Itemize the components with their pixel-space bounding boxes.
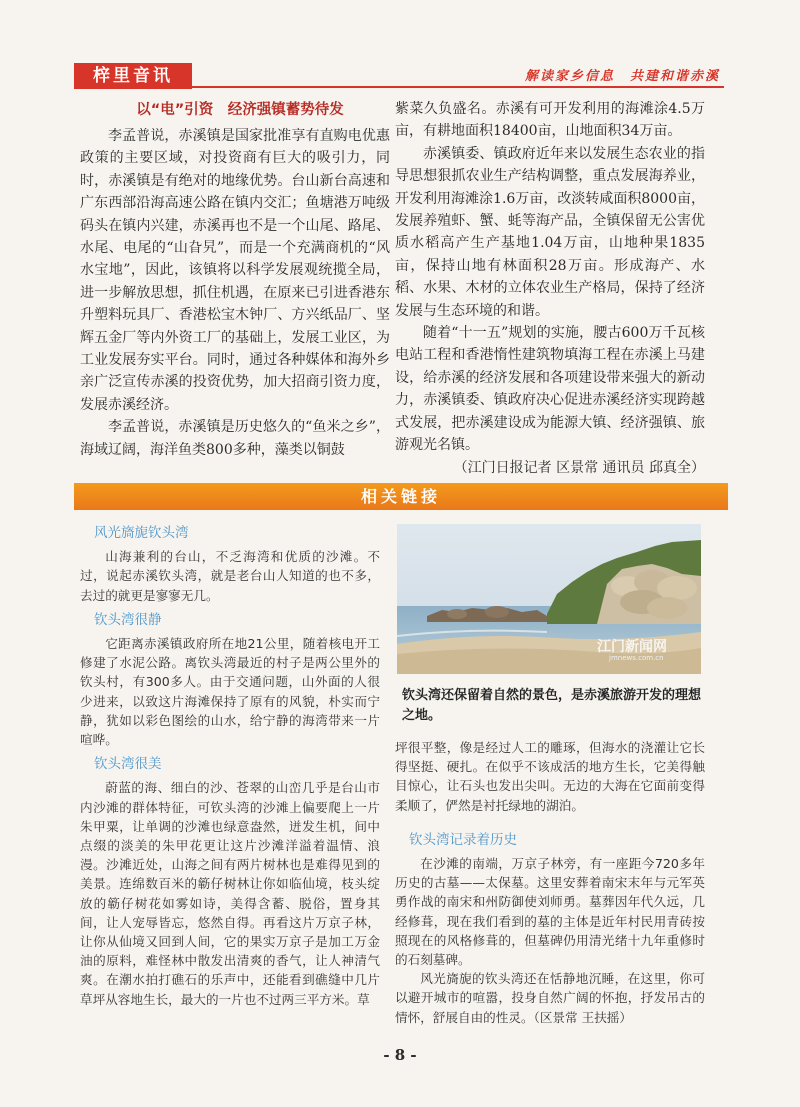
article-right-column bbox=[395, 98, 705, 479]
page-number: - 8 - bbox=[383, 1046, 417, 1064]
subheading: 钦头湾很静 bbox=[94, 611, 162, 628]
related-paragraph: 它距离赤溪镇政府所在地21公里，随着核电开工修建了水泥公路。离钦头湾最近的村子是两公里外的钦头村，有300多人。由于交通问题，山外面的人很少进来，以致这片海滩保持了原有的风貌，朴实而宁静，犹如以彩色图绘的山水，给宁静的海湾带来一片喧哗。 bbox=[80, 636, 380, 748]
subheading: 钦头湾记录着历史 bbox=[409, 831, 517, 848]
header-rule bbox=[192, 86, 724, 88]
photo-watermark: 江门新闻网 bbox=[597, 639, 667, 655]
related-paragraph-continued: 坪很平整，像是经过人工的雕琢，但海水的浇灌让它长得坚挺、硬扎。在似乎不该成活的地方生长，它美得触目惊心，让石头也发出尖叫。无边的大海在它面前变得柔顺了，俨然是衬托绿地的湖泊。 bbox=[395, 740, 705, 813]
article-title: 以“电”引资 经济强镇蓄势待发 bbox=[136, 102, 344, 118]
beach-photo bbox=[397, 524, 701, 674]
related-right-column bbox=[395, 738, 705, 1027]
related-links-banner: 相关链接 bbox=[74, 483, 728, 510]
header-slogan: 解读家乡信息 共建和谐赤溪 bbox=[524, 69, 720, 84]
article-paragraph: 李孟普说，赤溪镇是历史悠久的“鱼米之乡”，海域辽阔，海洋鱼类800多种，藻类以铜鼓 bbox=[80, 419, 390, 458]
article-byline: （江门日报记者 区景常 通讯员 邱真全） bbox=[453, 459, 705, 476]
related-paragraph: 在沙滩的南端，万京子林旁，有一座距今720多年历史的古墓——太保墓。这里安葬着南宋末年与元军英勇作战的南宋和州防御使刘师勇。墓葬因年代久远，几经修葺，现在我们看到的墓的主体是近年村民用青砖按照现在的风格修葺的，但墓碑仍用清光绪十九年重修时的石刻墓碑。 bbox=[395, 856, 705, 968]
article-paragraph-continued: 紫菜久负盛名。赤溪有可开发利用的海滩涂4.5万亩，有耕地面积18400亩，山地面积34万亩。 bbox=[395, 101, 705, 140]
related-paragraph: 风光旖旎的钦头湾还在恬静地沉睡，在这里，你可以避开城市的喧嚣，投身自然广阔的怀抱，抒发吊古的情怀，舒展自由的性灵。（区景常 王扶摇） bbox=[395, 971, 705, 1025]
article-paragraph: 赤溪镇委、镇政府近年来以发展生态农业的指导思想狠抓农业生产结构调整，重点发展海养业，开发利用海滩涂1.6万亩，改淡转咸面积8000亩，发展养殖虾、蟹、蚝等海产品，全镇保留无公害优质水稻高产生产基地1.04万亩，山地种果1835亩，保持山地有林面积28万亩。形成海产、水稻、水果、木材的立体农业生产格局，保持了经济发展与生态环境的和谐。 bbox=[395, 145, 705, 319]
subheading: 风光旖旎钦头湾 bbox=[94, 525, 189, 541]
photo-caption: 钦头湾还保留着自然的景色，是赤溪旅游开发的理想之地。 bbox=[402, 688, 702, 723]
subheading: 钦头湾很美 bbox=[94, 756, 162, 773]
article-left-column bbox=[80, 125, 390, 461]
related-paragraph: 蔚蓝的海、细白的沙、苍翠的山峦几乎是台山市内沙滩的群体特征，可钦头湾的沙滩上偏要爬上一片朱甲粟，让单调的沙滩也绿意盎然，迸发生机，间中点缀的淡美的朱甲花更让这片沙滩洋溢着温情、浪漫。沙滩近处，山海之间有两片树林也是难得见到的美景。连绵数百米的簕仔树林让你如临仙境，枝头绽放的簕仔树花如雾如诗，美得含蓄、脱俗，置身其间，让人宠辱皆忘，悠然自得。再看这片万京子林，让你从仙境又回到人间，它的果实万京子是加工万金油的原料，难怪林中散发出清爽的香气，让人神清气爽。在潮水拍打礁石的乐声中，还能看到礁缝中几片草坪从容地生长，最大的一片也不过两三平方米。草 bbox=[80, 780, 380, 1007]
column-tag: 梓里音讯 bbox=[74, 63, 192, 89]
article-paragraph: 随着“十一五”规划的实施，腰古600万千瓦核电站工程和香港惰性建筑物填海工程在赤溪上马建设，给赤溪的经济发展和各项建设带来强大的新动力，赤溪镇委、镇政府决心促进赤溪经济实现跨越式发展，把赤溪建设成为能源大镇、经济强镇、旅游观光名镇。 bbox=[395, 325, 705, 454]
photo-watermark-url: jmnews.com.cn bbox=[609, 654, 664, 662]
related-left-column bbox=[80, 518, 380, 1009]
page-header bbox=[74, 63, 724, 89]
related-paragraph: 山海兼利的台山，不乏海湾和优质的沙滩。不过，说起赤溪钦头湾，就是老台山人知道的也不多，去过的就更是寥寥无几。 bbox=[80, 549, 380, 603]
article-paragraph: 李孟普说，赤溪镇是国家批准享有直购电优惠政策的主要区域，对投资商有巨大的吸引力，同时，赤溪镇是有绝对的地缘优势。台山新台高速和广东西部沿海高速公路在镇内交汇；鱼塘港万吨级码头在镇内兴建，赤溪再也不是一个山尾、路尾、水尾、电尾的“山旮旯”，而是一个充满商机的“风水宝地”，因此，该镇将以科学发展观统揽全局，进一步解放思想，抓住机遇，在原来已引进香港东升塑料玩具厂、香港松宝木钟厂、方兴纸品厂、坚辉五金厂等内外资工厂的基础上，发展工业区，为工业发展夯实平台。同时，通过各种媒体和海外乡亲广泛宣传赤溪的投资优势，加大招商引资力度，发展赤溪经济。 bbox=[80, 128, 390, 413]
